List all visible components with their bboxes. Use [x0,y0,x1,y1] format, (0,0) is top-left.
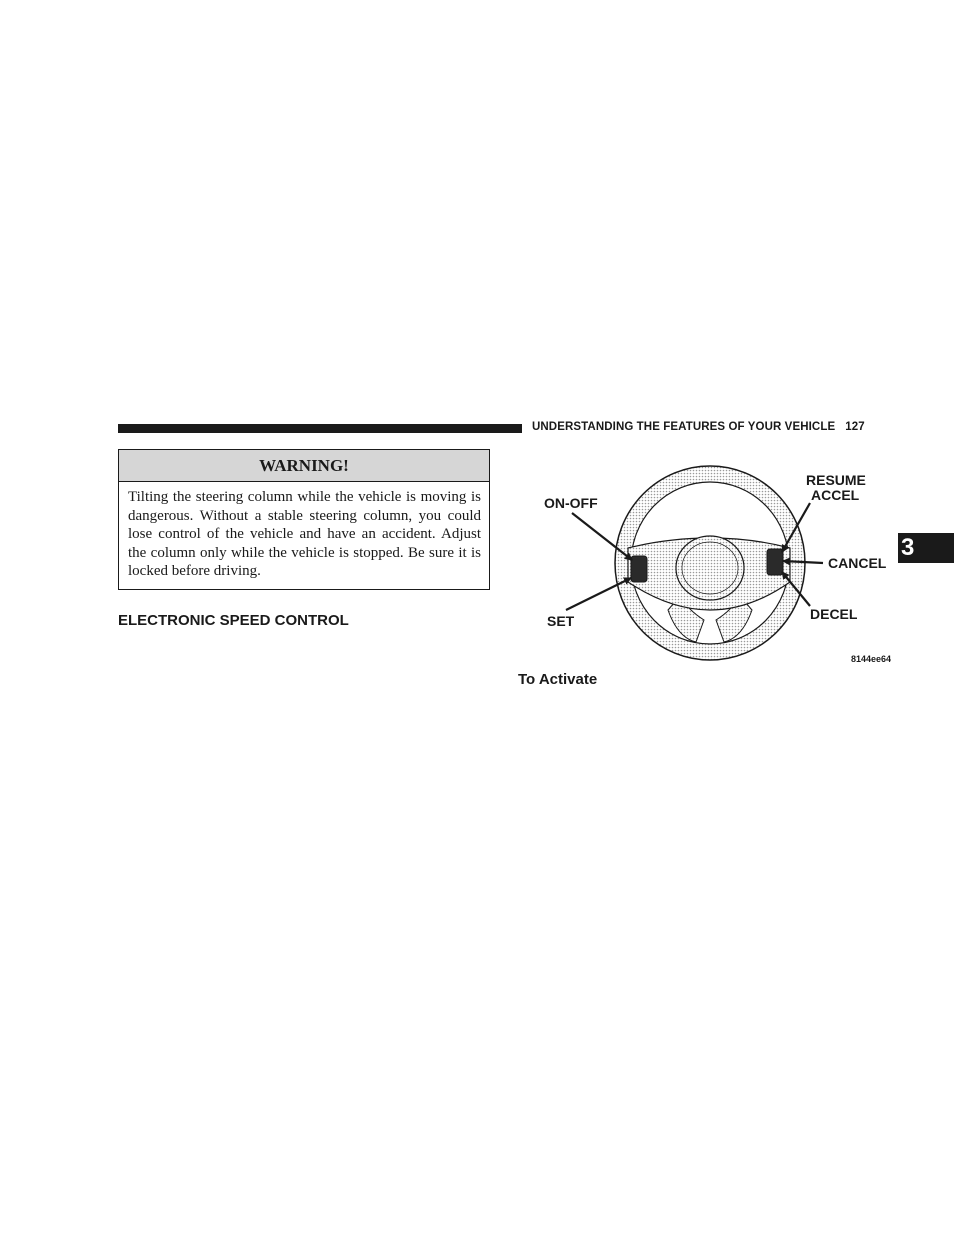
label-decel: DECEL [810,606,858,622]
label-accel: ACCEL [811,487,860,503]
figure-code: 8144ee64 [851,654,892,664]
sub-heading: To Activate [518,671,598,688]
warning-text: Tilting the steering column while the vehicle is moving is dangerous. Without a stable steering column, you could lose control of the vehicle and have an accident. Adjust the column only while the vehicle is stopped. Be sure it is locked before driving. [128,489,481,580]
page-number: 127 [845,421,865,433]
label-resume: RESUME [806,472,866,488]
label-on-off: ON-OFF [544,495,598,511]
label-cancel: CANCEL [828,555,887,571]
running-header [532,421,892,433]
header-section-title: UNDERSTANDING THE FEATURES OF YOUR VEHICLE [532,421,836,433]
warning-title: WARNING! [119,450,489,482]
warning-box [118,449,490,590]
label-set: SET [547,613,575,629]
section-heading: ELECTRONIC SPEED CONTROL [118,612,349,629]
chapter-number: 3 [901,534,915,561]
steering-wheel-figure [518,460,898,670]
chapter-tab[interactable] [898,533,954,563]
header-rule [118,424,522,433]
